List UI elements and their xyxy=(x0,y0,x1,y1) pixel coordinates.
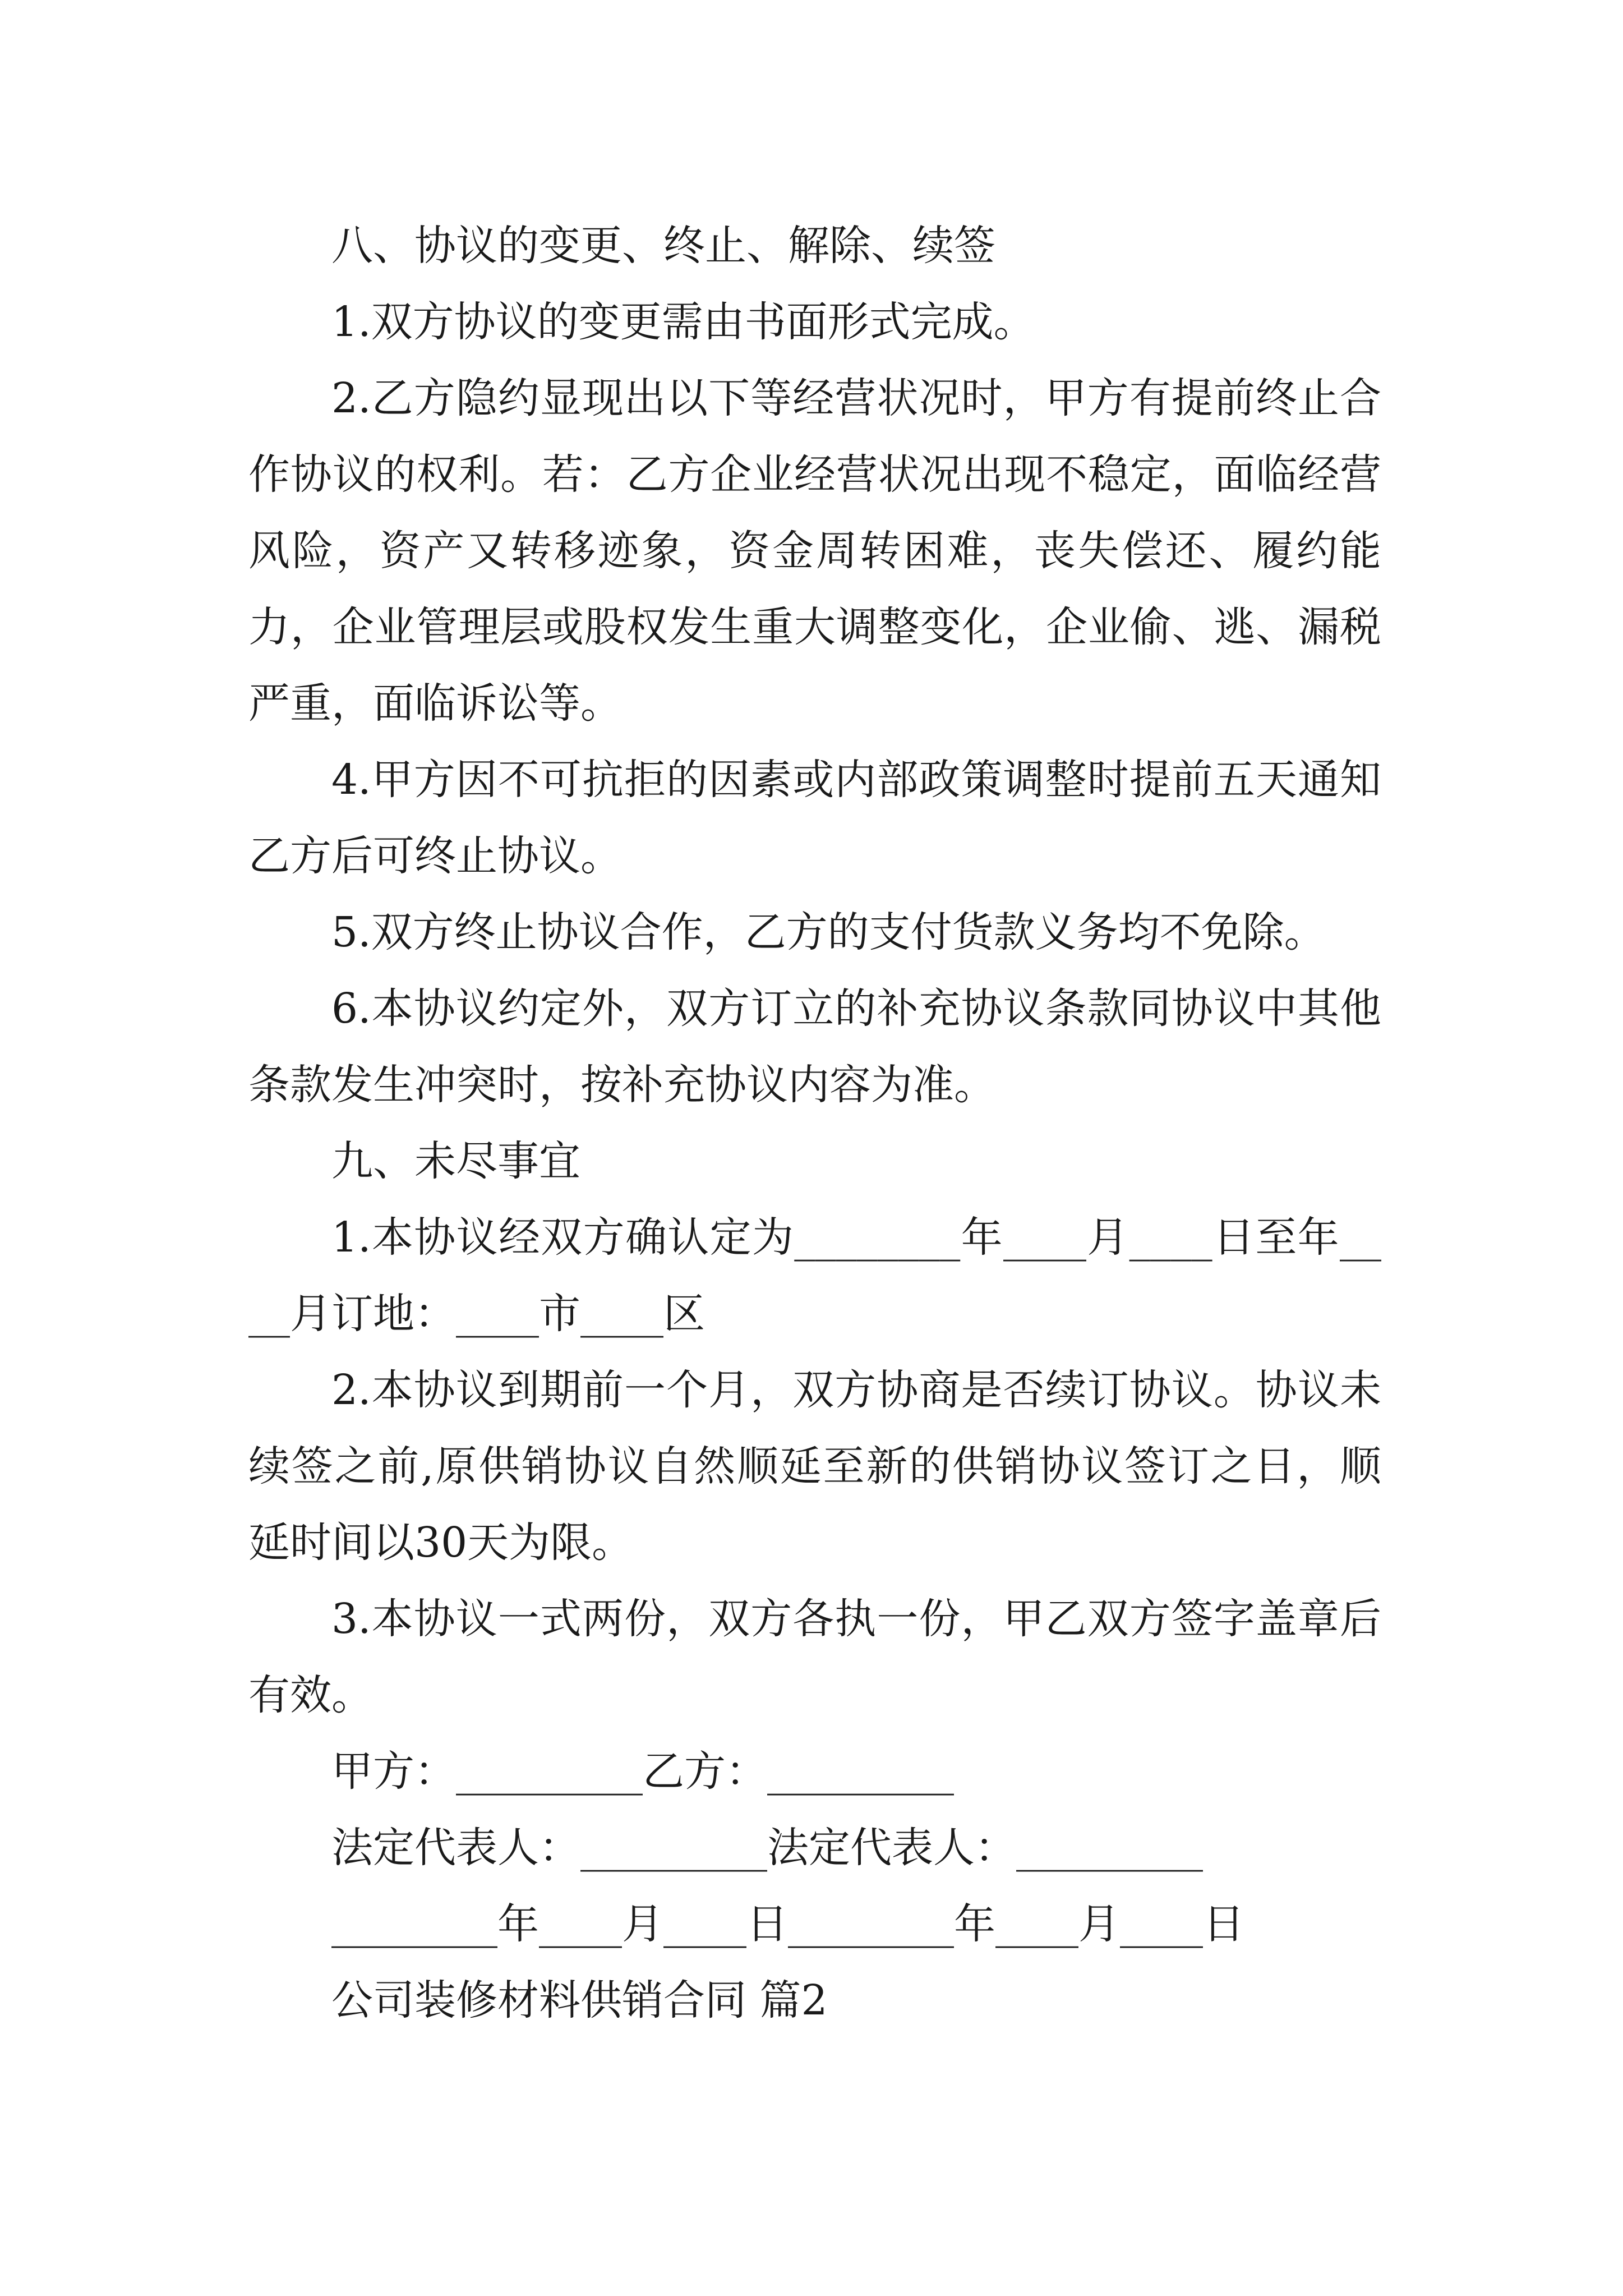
signature-parties-line: 甲方：_________乙方：_________ xyxy=(331,1747,954,1796)
clause-8-6: 6.本协议约定外，双方订立的补充协议条款同协议中其他条款发生冲突时，按补充协议内容为准。 xyxy=(248,984,1381,1109)
section-heading-9: 九、未尽事宜 xyxy=(331,1137,580,1185)
clause-8-1: 1.双方协议的变更需由书面形式完成。 xyxy=(331,298,1035,346)
signature-representatives-line: 法定代表人：_________法定代表人：_________ xyxy=(331,1824,1203,1872)
clause-9-1: 1.本协议经双方确认定为________年____月____日至年____月订地：____市____区 xyxy=(248,1213,1381,1338)
clause-8-4: 4.甲方因不可抗拒的因素或内部政策调整时提前五天通知乙方后可终止协议。 xyxy=(248,756,1381,880)
next-contract-title: 公司装修材料供销合同 篇2 xyxy=(331,1976,828,2024)
clause-8-2: 2.乙方隐约显现出以下等经营状况时，甲方有提前终止合作协议的权利。若：乙方企业经营状况出现不稳定，面临经营风险，资产又转移迹象，资金周转困难，丧失偿还、履约能力，企业管理层或股权发生重大调整变化，企业偷、逃、漏税严重，面临诉讼等。 xyxy=(248,374,1381,728)
signature-dates-line: ________年____月____日________年____月____日 xyxy=(331,1900,1244,1948)
section-heading-8: 八、协议的变更、终止、解除、续签 xyxy=(331,222,995,270)
clause-8-5: 5.双方终止协议合作，乙方的支付货款义务均不免除。 xyxy=(331,908,1326,956)
clause-9-3: 3.本协议一式两份，双方各执一份，甲乙双方签字盖章后有效。 xyxy=(248,1595,1381,1719)
clause-9-2: 2.本协议到期前一个月，双方协商是否续订协议。协议未续签之前,原供销协议自然顺延至新的供销协议签订之日，顺延时间以30天为限。 xyxy=(248,1366,1381,1567)
document-body xyxy=(248,208,1381,2039)
